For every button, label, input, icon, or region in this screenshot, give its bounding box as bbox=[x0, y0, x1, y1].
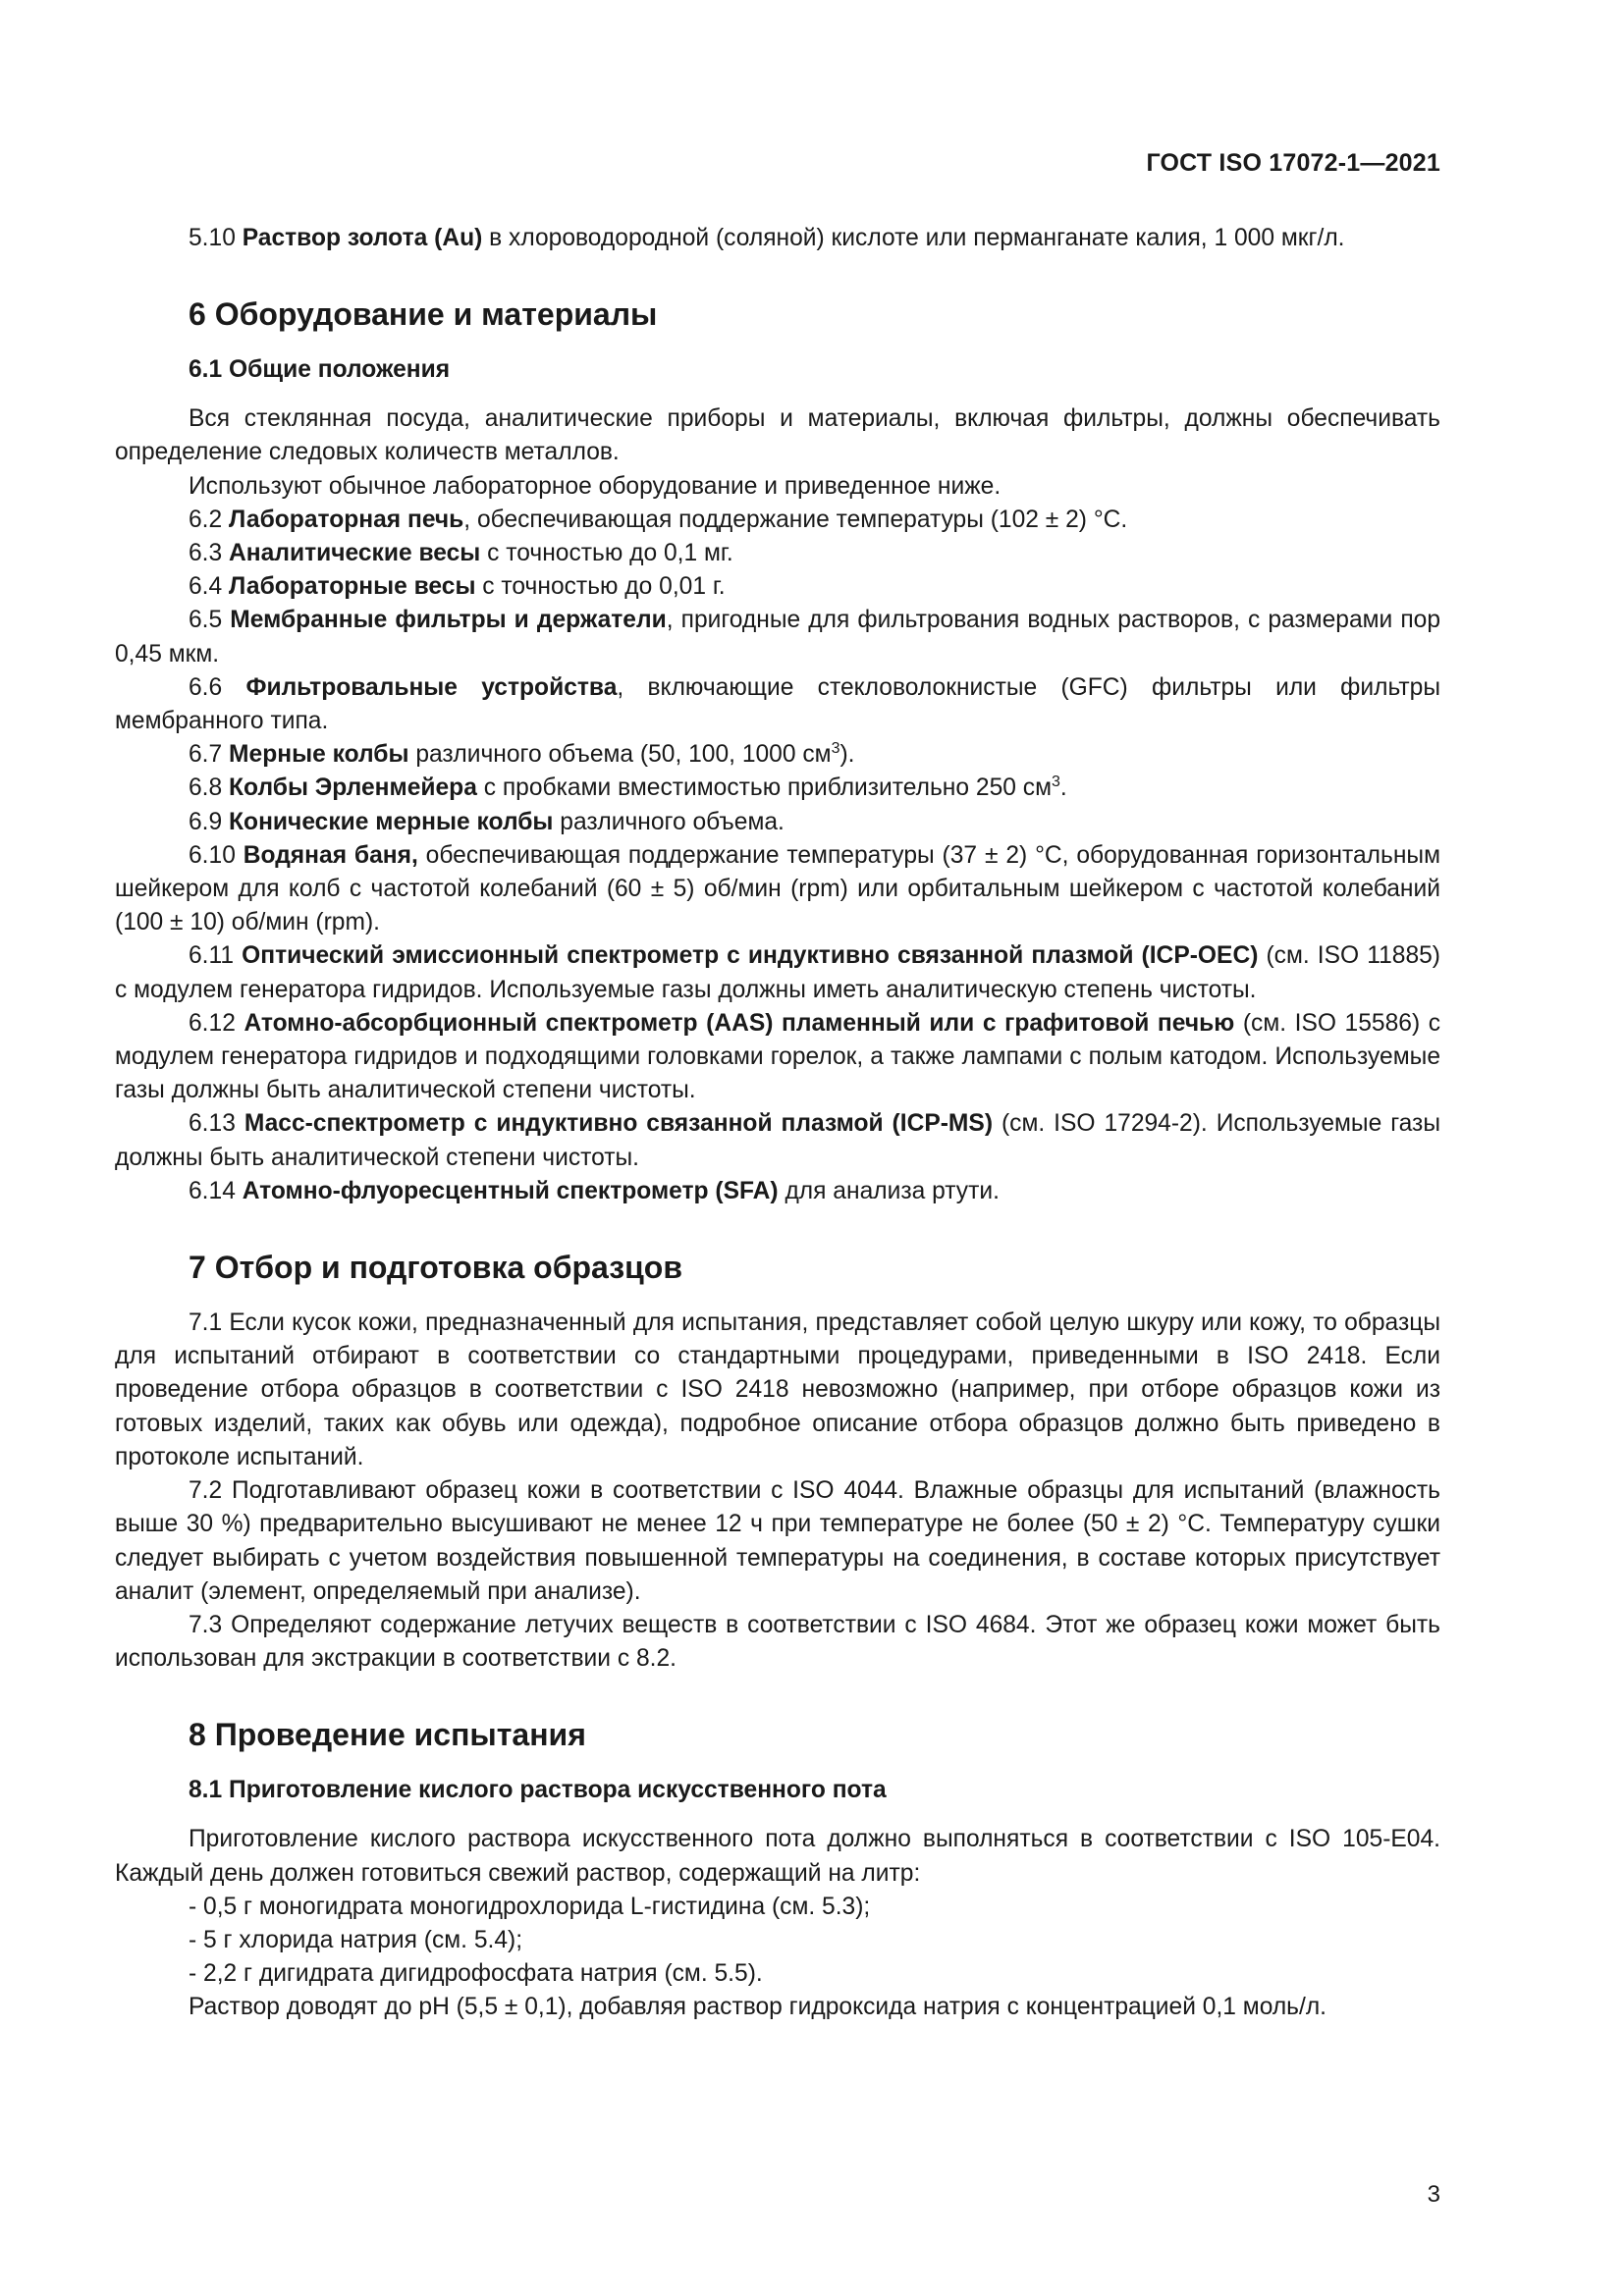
clause-number: 6.10 bbox=[189, 841, 244, 869]
section-7-heading: 7 Отбор и подготовка образцов bbox=[189, 1250, 682, 1286]
clause-number: 6.14 bbox=[189, 1177, 243, 1204]
clause-6-14 bbox=[115, 1175, 1440, 1208]
clause-6-6 bbox=[115, 671, 1440, 738]
clause-term: Оптический эмиссионный спектрометр с индуктивно связанной плазмой (ICP-OEC) bbox=[242, 942, 1259, 970]
clause-text-tail: . bbox=[1059, 774, 1067, 802]
clause-number: 6.8 bbox=[189, 774, 230, 802]
list-item: - 2,2 г дигидрата дигидрофосфата натрия (см. 5.5). bbox=[189, 1960, 763, 1988]
clause-term: Лабораторные весы bbox=[229, 573, 476, 601]
clause-term: Атомно-абсорбционный спектрометр (AAS) пламенный или с графитовой печью bbox=[244, 1009, 1235, 1037]
clause-number: 6.2 bbox=[189, 506, 230, 533]
subsection-8-1-heading: 8.1 Приготовление кислого раствора искусственного пота bbox=[189, 1777, 887, 1804]
section-8-heading: 8 Проведение испытания bbox=[189, 1717, 586, 1753]
standard-code-header: ГОСТ ISO 17072-1—2021 bbox=[1146, 149, 1440, 177]
clause-6-2 bbox=[115, 504, 1440, 537]
clause-text: (см. ISO 17294-2). Используемые газы должны быть аналитической степени чистоты. bbox=[115, 1110, 1440, 1171]
subsection-6-1-heading: 6.1 Общие положения bbox=[189, 356, 451, 384]
clause-term: Лабораторная печь bbox=[229, 506, 464, 533]
clause-6-3 bbox=[115, 537, 1440, 570]
clause-6-9 bbox=[115, 806, 1440, 839]
clause-term: Раствор золота (Au) bbox=[242, 225, 483, 251]
superscript: 3 bbox=[1051, 774, 1060, 791]
page-number: 3 bbox=[1427, 2181, 1440, 2208]
clause-text: для анализа ртути. bbox=[778, 1177, 1000, 1204]
clause-number: 6.11 bbox=[189, 942, 243, 970]
clause-number: 6.7 bbox=[189, 741, 230, 769]
clause-number: 5.10 bbox=[189, 225, 243, 251]
list-item: - 0,5 г моногидрата моногидрохлорида L-гистидина (см. 5.3); bbox=[189, 1893, 871, 1920]
clause-term: Аналитические весы bbox=[229, 540, 481, 567]
clause-number: 6.9 bbox=[189, 808, 230, 835]
superscript: 3 bbox=[831, 740, 840, 758]
clause-6-11 bbox=[115, 939, 1440, 1006]
clause-text: различного объема (50, 100, 1000 см bbox=[408, 741, 832, 769]
clause-6-10 bbox=[115, 839, 1440, 940]
clause-term: Конические мерные колбы bbox=[229, 808, 554, 835]
clause-term: Масс-спектрометр с индуктивно связанной плазмой (ICP-MS) bbox=[244, 1110, 994, 1138]
clause-text: с точностью до 0,1 мг. bbox=[480, 540, 733, 567]
clause-text: с точностью до 0,01 г. bbox=[475, 573, 726, 601]
clause-6-12 bbox=[115, 1007, 1440, 1108]
clause-text: в хлороводородной (соляной) кислоте или перманганате калия, 1 000 мкг/л. bbox=[482, 225, 1345, 251]
clause-8-1-ph-adjust: Раствор доводят до pH (5,5 ± 0,1), добавляя раствор гидроксида натрия с концентрацией 0,1 моль/л. bbox=[189, 1994, 1327, 2021]
clause-number: 6.12 bbox=[189, 1009, 244, 1037]
clause-7-3: 7.3 Определяют содержание летучих веществ в соответствии с ISO 4684. Этот же образец кожи может быть использован для экстракции в соответствии с 8.2. bbox=[115, 1611, 1440, 1673]
clause-text: с пробками вместимостью приблизительно 250 см bbox=[476, 774, 1052, 802]
section-6-heading: 6 Оборудование и материалы bbox=[189, 296, 658, 333]
clause-number: 6.3 bbox=[189, 540, 230, 567]
clause-6-8 bbox=[115, 772, 1440, 805]
list-item: - 5 г хлорида натрия (см. 5.4); bbox=[189, 1926, 523, 1953]
clause-6-5 bbox=[115, 604, 1440, 670]
clause-6-13 bbox=[115, 1107, 1440, 1174]
clause-text: (см. ISO 11885) с модулем генератора гидридов. Используемые газы должны иметь аналитическую степень чистоты. bbox=[115, 942, 1440, 1003]
section-6-intro-1: Вся стеклянная посуда, аналитические приборы и материалы, включая фильтры, должны обеспечивать определение следовых количеств металлов. bbox=[115, 405, 1440, 466]
clause-7-1: 7.1 Если кусок кожи, предназначенный для испытания, представляет собой целую шкуру или кожу, то образцы для испытаний отбирают в соответствии со стандартными процедурами, приведенными в ISO 2418. Если проведение отбора образцов в соответствии с ISO 2418 невозможно (например, при отборе образцов кожи из готовых изделий, таких как обувь или одежда), подробное описание отбора образцов должно быть приведено в протоколе испытаний. bbox=[115, 1309, 1440, 1470]
section-6-intro-2: Используют обычное лабораторное оборудование и приведенное ниже. bbox=[189, 472, 1001, 500]
clause-6-7 bbox=[115, 738, 1440, 772]
clause-term: Колбы Эрленмейера bbox=[229, 774, 477, 802]
clause-text-tail: ). bbox=[839, 741, 855, 769]
clause-7-2: 7.2 Подготавливают образец кожи в соответствии с ISO 4044. Влажные образцы для испытаний (влажность выше 30 %) предварительно высушивают не менее 12 ч при температуре не более (50 ± 2) °С. Температуру сушки следует выбирать с учетом воздействия повышенной температуры на соединения, в составе которых присутствует аналит (элемент, определяемый при анализе). bbox=[115, 1477, 1440, 1605]
clause-6-4 bbox=[115, 570, 1440, 604]
clause-number: 6.13 bbox=[189, 1110, 244, 1138]
clause-5-10 bbox=[115, 222, 1440, 255]
clause-text: , обеспечивающая поддержание температуры (102 ± 2) °С. bbox=[463, 506, 1128, 533]
clause-term: Водяная баня, bbox=[243, 841, 418, 869]
clause-number: 6.5 bbox=[189, 607, 231, 634]
clause-text: различного объема. bbox=[553, 808, 785, 835]
clause-term: Атомно-флуоресцентный спектрометр (SFA) bbox=[242, 1177, 779, 1204]
clause-text: , включающие стекловолокнистые (GFC) фильтры или фильтры мембранного типа. bbox=[115, 673, 1440, 735]
document-body bbox=[115, 222, 1440, 2025]
clause-text: обеспечивающая поддержание температуры (37 ± 2) °С, оборудованная горизонтальным шейкером для колб с частотой колебаний (60 ± 5) об/мин (rpm) или орбитальным шейкером с частотой колебаний (100 ± 10) об/мин (rpm). bbox=[115, 841, 1440, 936]
clause-term: Мерные колбы bbox=[229, 741, 409, 769]
clause-number: 6.6 bbox=[189, 673, 246, 701]
clause-number: 6.4 bbox=[189, 573, 230, 601]
clause-term: Фильтровальные устройства bbox=[245, 673, 618, 701]
clause-8-1-text: Приготовление кислого раствора искусственного пота должно выполняться в соответствии с ISO 105-E04. Каждый день должен готовиться свежий раствор, содержащий на литр: bbox=[115, 1826, 1440, 1887]
clause-text: (см. ISO 15586) с модулем генератора гидридов и подходящими головками горелок, а также лампами с полым катодом. Используемые газы должны быть аналитической степени чистоты. bbox=[115, 1009, 1441, 1104]
clause-term: Мембранные фильтры и держатели bbox=[230, 607, 667, 634]
clause-text: , пригодные для фильтрования водных растворов, с размерами пор 0,45 мкм. bbox=[115, 607, 1441, 667]
